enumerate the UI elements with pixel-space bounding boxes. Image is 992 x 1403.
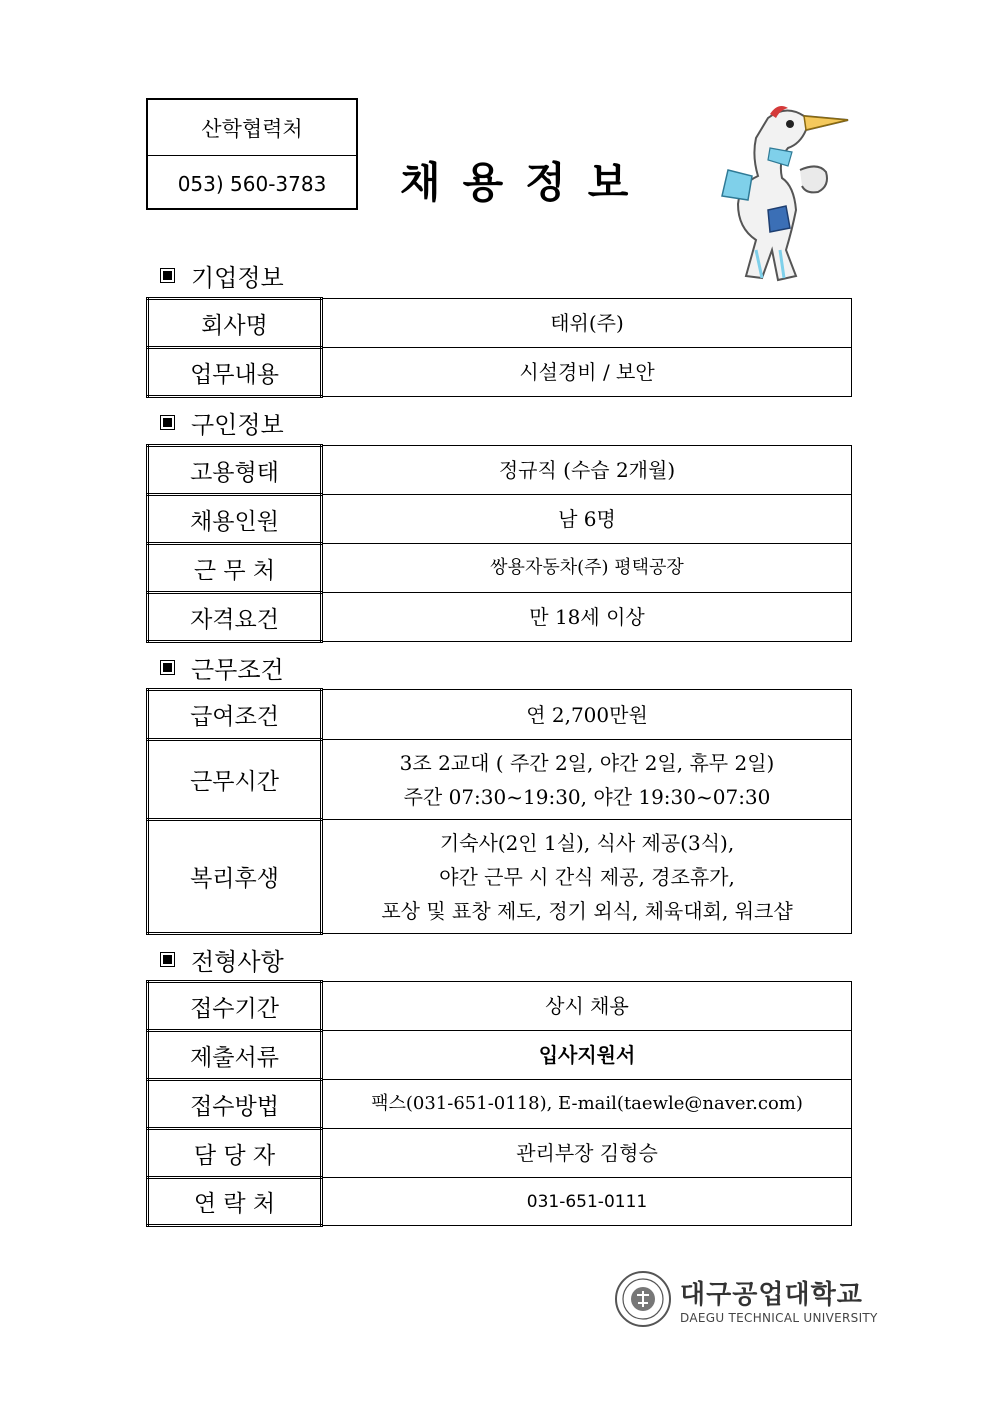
value-benefits — [322, 820, 852, 934]
benefits-line: 야간 근무 시 간식 제공, 경조휴가, — [439, 864, 735, 889]
label-period: 접수기간 — [148, 982, 322, 1031]
label-employment-type: 고용형태 — [148, 446, 322, 495]
section-heading-conditions: 근무조건 — [160, 650, 284, 685]
table-row — [148, 348, 852, 397]
section-heading-screening: 전형사항 — [160, 942, 284, 977]
table-row — [148, 1031, 852, 1080]
label-headcount: 채용인원 — [148, 495, 322, 544]
label-manager: 담 당 자 — [148, 1129, 322, 1178]
table-row — [148, 593, 852, 642]
value-workplace: 쌍용자동차(주) 평택공장 — [322, 544, 852, 593]
screening-table — [146, 980, 852, 1227]
table-row — [148, 740, 852, 820]
table-row — [148, 299, 852, 348]
table-row — [148, 982, 852, 1031]
label-work-hours: 근무시간 — [148, 740, 322, 820]
section-heading-job: 구인정보 — [160, 405, 284, 440]
job-table — [146, 444, 852, 643]
company-table — [146, 297, 852, 398]
label-documents: 제출서류 — [148, 1031, 322, 1080]
label-salary: 급여조건 — [148, 690, 322, 740]
university-name-en: DAEGU TECHNICAL UNIVERSITY — [680, 1310, 878, 1325]
label-contact: 연 락 처 — [148, 1178, 322, 1226]
page-title: 채용정보 — [400, 158, 651, 207]
value-salary: 연 2,700만원 — [322, 690, 852, 740]
table-row — [148, 544, 852, 593]
label-business: 업무내용 — [148, 348, 322, 397]
table-row — [148, 1178, 852, 1226]
filled-square-icon — [160, 415, 175, 430]
benefits-line: 포상 및 표창 제도, 정기 외식, 체육대회, 워크샵 — [381, 898, 793, 923]
office-phone: 053) 560-3783 — [148, 155, 356, 211]
office-name: 산학협력처 — [201, 116, 303, 141]
table-row — [148, 1129, 852, 1178]
work-hours-line: 3조 2교대 ( 주간 2일, 야간 2일, 휴무 2일) — [399, 750, 775, 775]
filled-square-icon — [160, 268, 175, 283]
value-work-hours — [322, 740, 852, 820]
table-row — [148, 495, 852, 544]
table-row — [148, 446, 852, 495]
value-headcount: 남 6명 — [322, 495, 852, 544]
value-period: 상시 채용 — [322, 982, 852, 1031]
value-contact: 031-651-0111 — [322, 1178, 852, 1226]
table-row — [148, 690, 852, 740]
value-documents: 입사지원서 — [322, 1031, 852, 1080]
university-name-kr: 대구공업대학교 — [680, 1279, 863, 1310]
work-hours-line: 주간 07:30~19:30, 야간 19:30~07:30 — [403, 784, 771, 809]
value-method: 팩스(031-651-0118), E-mail(taewle@naver.com) — [322, 1080, 852, 1129]
benefits-line: 기숙사(2인 1실), 식사 제공(3식), — [439, 830, 735, 855]
table-row — [148, 820, 852, 934]
university-logo — [614, 1270, 878, 1328]
label-benefits: 복리후생 — [148, 820, 322, 934]
value-business: 시설경비 / 보안 — [322, 348, 852, 397]
value-employment-type: 정규직 (수습 2개월) — [322, 446, 852, 495]
university-seal-icon — [614, 1270, 672, 1328]
label-method: 접수방법 — [148, 1080, 322, 1129]
value-qualification: 만 18세 이상 — [322, 593, 852, 642]
label-company-name: 회사명 — [148, 299, 322, 348]
crane-mascot-icon — [708, 100, 854, 290]
contact-box — [146, 98, 358, 210]
table-row — [148, 1080, 852, 1129]
value-manager: 관리부장 김형승 — [322, 1129, 852, 1178]
conditions-table — [146, 688, 852, 935]
filled-square-icon — [160, 952, 175, 967]
filled-square-icon — [160, 660, 175, 675]
section-heading-company: 기업정보 — [160, 258, 284, 293]
value-company-name: 태위(주) — [322, 299, 852, 348]
label-qualification: 자격요건 — [148, 593, 322, 642]
label-workplace: 근 무 처 — [148, 544, 322, 593]
